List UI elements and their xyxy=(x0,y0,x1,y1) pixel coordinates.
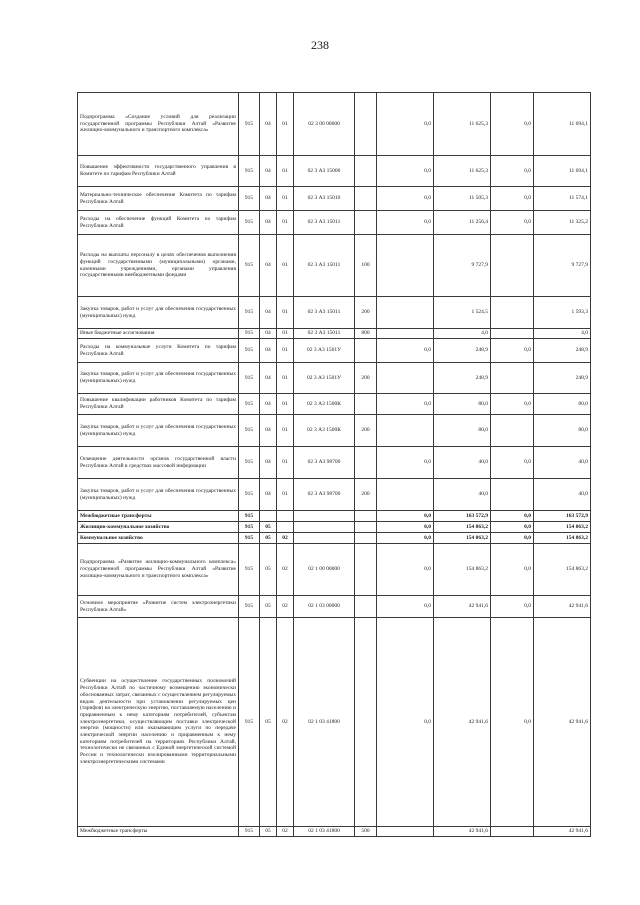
expense-type-cell: 500 xyxy=(355,827,377,837)
table-row xyxy=(78,363,591,394)
amount-1-cell xyxy=(377,415,434,447)
admin-code-cell: 915 xyxy=(239,522,260,533)
amount-4-cell: 11 694,1 xyxy=(534,93,591,156)
table-row xyxy=(78,596,591,618)
target-article-cell: 02 3 А3 1501У xyxy=(294,363,355,394)
amount-4-cell: 1 593,3 xyxy=(534,297,591,329)
amount-3-cell: 0,0 xyxy=(491,596,534,618)
amount-1-cell: 0,0 xyxy=(377,93,434,156)
expense-type-cell xyxy=(355,618,377,827)
row-name-cell: Межбюджетные трансферты xyxy=(78,827,239,837)
amount-2-cell: 11 625,3 xyxy=(434,93,491,156)
admin-code-cell: 915 xyxy=(239,596,260,618)
admin-code-cell: 915 xyxy=(239,339,260,363)
row-name-cell: Расходы на выплаты персоналу в целях обеспечения выполнения функций государственными (муниципальными) органами, казенными учреждениями, органами управления государственными внебюджетными фондами xyxy=(78,235,239,297)
row-name-cell: Повышение эффективности государственного управления в Комитете по тарифам Республики Алтай xyxy=(78,156,239,187)
admin-code-cell: 915 xyxy=(239,415,260,447)
amount-4-cell: 248,9 xyxy=(534,339,591,363)
table-row xyxy=(78,544,591,596)
table-row xyxy=(78,297,591,329)
amount-3-cell: 0,0 xyxy=(491,522,534,533)
amount-1-cell: 0,0 xyxy=(377,522,434,533)
target-article-cell: 02 3 А3 15011 xyxy=(294,211,355,235)
row-name-cell: Иные бюджетные ассигнования xyxy=(78,329,239,339)
table-row xyxy=(78,447,591,479)
amount-4-cell: 42 941,6 xyxy=(534,596,591,618)
subsection-code-cell: 01 xyxy=(277,394,294,415)
table-row xyxy=(78,93,591,156)
section-code-cell: 04 xyxy=(260,93,277,156)
table-row xyxy=(78,156,591,187)
subsection-code-cell: 01 xyxy=(277,235,294,297)
section-code-cell: 04 xyxy=(260,447,277,479)
expense-type-cell xyxy=(355,211,377,235)
amount-2-cell: 1 524,5 xyxy=(434,297,491,329)
amount-3-cell: 0,0 xyxy=(491,93,534,156)
amount-1-cell: 0,0 xyxy=(377,618,434,827)
section-code-cell: 05 xyxy=(260,827,277,837)
amount-3-cell xyxy=(491,415,534,447)
amount-3-cell xyxy=(491,235,534,297)
row-name-cell: Расходы на коммунальные услуги Комитета по тарифам Республики Алтай xyxy=(78,339,239,363)
amount-1-cell xyxy=(377,329,434,339)
amount-3-cell: 0,0 xyxy=(491,339,534,363)
amount-1-cell xyxy=(377,235,434,297)
amount-4-cell: 42 941,6 xyxy=(534,827,591,837)
admin-code-cell: 915 xyxy=(239,618,260,827)
amount-2-cell: 42 941,6 xyxy=(434,618,491,827)
amount-3-cell: 0,0 xyxy=(491,187,534,211)
expense-type-cell: 200 xyxy=(355,363,377,394)
amount-1-cell: 0,0 xyxy=(377,511,434,522)
amount-2-cell: 248,9 xyxy=(434,339,491,363)
subsection-code-cell: 01 xyxy=(277,339,294,363)
expense-type-cell: 100 xyxy=(355,235,377,297)
amount-2-cell: 40,0 xyxy=(434,447,491,479)
amount-4-cell: 40,0 xyxy=(534,479,591,511)
row-name-cell: Жилищно-коммунальное хозяйство xyxy=(78,522,239,533)
section-code-cell: 04 xyxy=(260,235,277,297)
amount-4-cell: 154 863,2 xyxy=(534,544,591,596)
section-code-cell: 04 xyxy=(260,211,277,235)
section-code-cell: 04 xyxy=(260,415,277,447)
row-name-cell: Закупка товаров, работ и услуг для обеспечения государственных (муниципальных) нужд xyxy=(78,297,239,329)
expense-type-cell xyxy=(355,544,377,596)
target-article-cell: 02 1 00 00000 xyxy=(294,544,355,596)
subsection-code-cell: 01 xyxy=(277,415,294,447)
amount-4-cell: 80,0 xyxy=(534,415,591,447)
subsection-code-cell: 02 xyxy=(277,596,294,618)
amount-2-cell: 42 941,6 xyxy=(434,596,491,618)
subsection-code-cell: 01 xyxy=(277,156,294,187)
admin-code-cell: 915 xyxy=(239,447,260,479)
expense-type-cell xyxy=(355,522,377,533)
amount-4-cell: 9 727,9 xyxy=(534,235,591,297)
row-name-cell: Межбюджетные трансферты xyxy=(78,511,239,522)
amount-3-cell: 0,0 xyxy=(491,211,534,235)
target-article-cell: 02 3 А3 98700 xyxy=(294,479,355,511)
row-name-cell: Расходы на обеспечение функций Комитета по тарифам Республики Алтай xyxy=(78,211,239,235)
admin-code-cell: 915 xyxy=(239,156,260,187)
amount-1-cell: 0,0 xyxy=(377,394,434,415)
expense-type-cell: 200 xyxy=(355,415,377,447)
amount-1-cell: 0,0 xyxy=(377,339,434,363)
admin-code-cell: 915 xyxy=(239,329,260,339)
section-code-cell: 04 xyxy=(260,479,277,511)
admin-code-cell: 915 xyxy=(239,827,260,837)
amount-3-cell: 0,0 xyxy=(491,533,534,544)
row-name-cell: Закупка товаров, работ и услуг для обеспечения государственных (муниципальных) нужд xyxy=(78,415,239,447)
target-article-cell: 02 1 03 41800 xyxy=(294,618,355,827)
amount-3-cell: 0,0 xyxy=(491,447,534,479)
amount-4-cell: 11 325,2 xyxy=(534,211,591,235)
amount-3-cell: 0,0 xyxy=(491,156,534,187)
table-row xyxy=(78,618,591,827)
amount-1-cell: 0,0 xyxy=(377,156,434,187)
amount-4-cell: 80,0 xyxy=(534,394,591,415)
amount-1-cell: 0,0 xyxy=(377,533,434,544)
amount-1-cell xyxy=(377,297,434,329)
amount-2-cell: 154 863,2 xyxy=(434,533,491,544)
expense-type-cell xyxy=(355,533,377,544)
amount-3-cell xyxy=(491,479,534,511)
subsection-code-cell: 01 xyxy=(277,297,294,329)
section-code-cell: 04 xyxy=(260,339,277,363)
section-code-cell: 05 xyxy=(260,533,277,544)
admin-code-cell: 915 xyxy=(239,394,260,415)
table-row xyxy=(78,211,591,235)
amount-1-cell: 0,0 xyxy=(377,544,434,596)
amount-2-cell: 42 941,6 xyxy=(434,827,491,837)
admin-code-cell: 915 xyxy=(239,479,260,511)
expense-type-cell xyxy=(355,511,377,522)
amount-1-cell xyxy=(377,363,434,394)
table-row xyxy=(78,339,591,363)
amount-3-cell: 0,0 xyxy=(491,618,534,827)
subsection-code-cell: 01 xyxy=(277,329,294,339)
row-name-cell: Субвенции на осуществление государственных полномочий Республики Алтай по частичному возмещению экономически обоснованных затрат, связанных с осуществлением регулируемых видов деятельности при установлении регулируемых цен (тарифов) на электрическую энергию, поставляемую населению и приравненным к нему категориям потребителей, субъектам электроэнергетики, осуществляющим поставки электрической энергии (мощности) или оказывающим услуги по передаче электрической энергии населению и приравненным к нему категориям потребителей на территориях Республики Алтай, технологически не связанных с Единой энергетической системой России и технологически изолированными территориальными электроэнергетическими системами xyxy=(78,618,239,827)
subsection-code-cell: 02 xyxy=(277,533,294,544)
amount-2-cell: 11 505,3 xyxy=(434,187,491,211)
section-code-cell: 05 xyxy=(260,618,277,827)
target-article-cell: 02 1 03 41800 xyxy=(294,827,355,837)
target-article-cell: 02 3 А3 1500К xyxy=(294,394,355,415)
amount-3-cell xyxy=(491,363,534,394)
amount-4-cell: 40,0 xyxy=(534,447,591,479)
target-article-cell: 02 3 А3 15000 xyxy=(294,156,355,187)
table-row xyxy=(78,415,591,447)
table-row xyxy=(78,511,591,522)
row-name-cell: Материально-техническое обеспечение Комитета по тарифам Республики Алтай xyxy=(78,187,239,211)
amount-3-cell: 0,0 xyxy=(491,511,534,522)
section-code-cell: 04 xyxy=(260,329,277,339)
target-article-cell xyxy=(294,533,355,544)
amount-4-cell: 248,9 xyxy=(534,363,591,394)
section-code-cell: 04 xyxy=(260,394,277,415)
table-row xyxy=(78,522,591,533)
amount-2-cell: 154 863,2 xyxy=(434,544,491,596)
section-code-cell: 04 xyxy=(260,156,277,187)
section-code-cell: 04 xyxy=(260,363,277,394)
table-row xyxy=(78,329,591,339)
amount-4-cell: 11 694,1 xyxy=(534,156,591,187)
amount-4-cell: 154 863,2 xyxy=(534,522,591,533)
amount-4-cell: 42 941,6 xyxy=(534,618,591,827)
table-row xyxy=(78,827,591,837)
row-name-cell: Закупка товаров, работ и услуг для обеспечения государственных (муниципальных) нужд xyxy=(78,363,239,394)
subsection-code-cell: 02 xyxy=(277,827,294,837)
amount-2-cell: 9 727,9 xyxy=(434,235,491,297)
expense-type-cell xyxy=(355,156,377,187)
admin-code-cell: 915 xyxy=(239,235,260,297)
row-name-cell: Основное мероприятие «Развитие систем электроэнергетики Республики Алтай» xyxy=(78,596,239,618)
row-name-cell: Повышение квалификации работников Комитета по тарифам Республики Алтай xyxy=(78,394,239,415)
amount-1-cell xyxy=(377,479,434,511)
target-article-cell xyxy=(294,511,355,522)
subsection-code-cell: 01 xyxy=(277,211,294,235)
subsection-code-cell xyxy=(277,522,294,533)
amount-3-cell xyxy=(491,329,534,339)
expense-type-cell: 800 xyxy=(355,329,377,339)
target-article-cell: 02 3 А3 1501У xyxy=(294,339,355,363)
amount-2-cell: 80,0 xyxy=(434,415,491,447)
expense-type-cell xyxy=(355,447,377,479)
budget-table xyxy=(77,92,591,837)
amount-1-cell: 0,0 xyxy=(377,596,434,618)
subsection-code-cell xyxy=(277,511,294,522)
target-article-cell: 02 3 А3 98700 xyxy=(294,447,355,479)
amount-1-cell xyxy=(377,827,434,837)
expense-type-cell: 200 xyxy=(355,479,377,511)
admin-code-cell: 915 xyxy=(239,93,260,156)
expense-type-cell xyxy=(355,187,377,211)
target-article-cell: 02 3 А3 15011 xyxy=(294,235,355,297)
amount-4-cell: 163 572,9 xyxy=(534,511,591,522)
target-article-cell: 02 1 03 00000 xyxy=(294,596,355,618)
row-name-cell: Подпрограмма «Развитие жилищно-коммунального комплекса» государственной программы Республики Алтай «Развитие жилищно-коммунального и транспортного комплекса» xyxy=(78,544,239,596)
admin-code-cell: 915 xyxy=(239,544,260,596)
subsection-code-cell: 02 xyxy=(277,544,294,596)
table-row xyxy=(78,533,591,544)
target-article-cell: 02 3 А3 15010 xyxy=(294,187,355,211)
amount-3-cell: 0,0 xyxy=(491,544,534,596)
page-number: 238 xyxy=(311,38,329,52)
amount-4-cell: 11 574,1 xyxy=(534,187,591,211)
amount-2-cell: 4,0 xyxy=(434,329,491,339)
amount-1-cell: 0,0 xyxy=(377,187,434,211)
expense-type-cell xyxy=(355,339,377,363)
admin-code-cell: 915 xyxy=(239,533,260,544)
subsection-code-cell: 01 xyxy=(277,363,294,394)
section-code-cell: 05 xyxy=(260,544,277,596)
amount-2-cell: 40,0 xyxy=(434,479,491,511)
section-code-cell: 04 xyxy=(260,187,277,211)
subsection-code-cell: 01 xyxy=(277,479,294,511)
row-name-cell: Подпрограмма «Создание условий для реализации государственной программы Республики Алтай «Развитие жилищно-коммунального и транспортного комплекса» xyxy=(78,93,239,156)
target-article-cell: 02 3 00 00000 xyxy=(294,93,355,156)
section-code-cell: 05 xyxy=(260,522,277,533)
row-name-cell: Освещение деятельности органов государственной власти Республики Алтай в средствах массовой информации xyxy=(78,447,239,479)
amount-2-cell: 80,0 xyxy=(434,394,491,415)
amount-3-cell: 0,0 xyxy=(491,394,534,415)
admin-code-cell: 915 xyxy=(239,511,260,522)
amount-4-cell: 4,0 xyxy=(534,329,591,339)
amount-2-cell: 154 863,2 xyxy=(434,522,491,533)
amount-2-cell: 248,9 xyxy=(434,363,491,394)
amount-3-cell xyxy=(491,297,534,329)
amount-1-cell: 0,0 xyxy=(377,211,434,235)
table-row xyxy=(78,187,591,211)
target-article-cell xyxy=(294,522,355,533)
amount-2-cell: 11 256,4 xyxy=(434,211,491,235)
row-name-cell: Коммунальное хозяйство xyxy=(78,533,239,544)
section-code-cell: 04 xyxy=(260,297,277,329)
subsection-code-cell: 02 xyxy=(277,618,294,827)
row-name-cell: Закупка товаров, работ и услуг для обеспечения государственных (муниципальных) нужд xyxy=(78,479,239,511)
target-article-cell: 02 3 А3 15011 xyxy=(294,329,355,339)
table-row xyxy=(78,479,591,511)
amount-3-cell xyxy=(491,827,534,837)
expense-type-cell xyxy=(355,596,377,618)
admin-code-cell: 915 xyxy=(239,187,260,211)
subsection-code-cell: 01 xyxy=(277,93,294,156)
section-code-cell xyxy=(260,511,277,522)
subsection-code-cell: 01 xyxy=(277,447,294,479)
amount-2-cell: 163 572,9 xyxy=(434,511,491,522)
table-row xyxy=(78,235,591,297)
expense-type-cell xyxy=(355,394,377,415)
amount-4-cell: 154 863,2 xyxy=(534,533,591,544)
admin-code-cell: 915 xyxy=(239,297,260,329)
expense-type-cell: 200 xyxy=(355,297,377,329)
admin-code-cell: 915 xyxy=(239,363,260,394)
section-code-cell: 05 xyxy=(260,596,277,618)
amount-1-cell: 0,0 xyxy=(377,447,434,479)
amount-2-cell: 11 625,3 xyxy=(434,156,491,187)
target-article-cell: 02 3 А3 15011 xyxy=(294,297,355,329)
subsection-code-cell: 01 xyxy=(277,187,294,211)
expense-type-cell xyxy=(355,93,377,156)
admin-code-cell: 915 xyxy=(239,211,260,235)
table-row xyxy=(78,394,591,415)
target-article-cell: 02 3 А3 1500К xyxy=(294,415,355,447)
